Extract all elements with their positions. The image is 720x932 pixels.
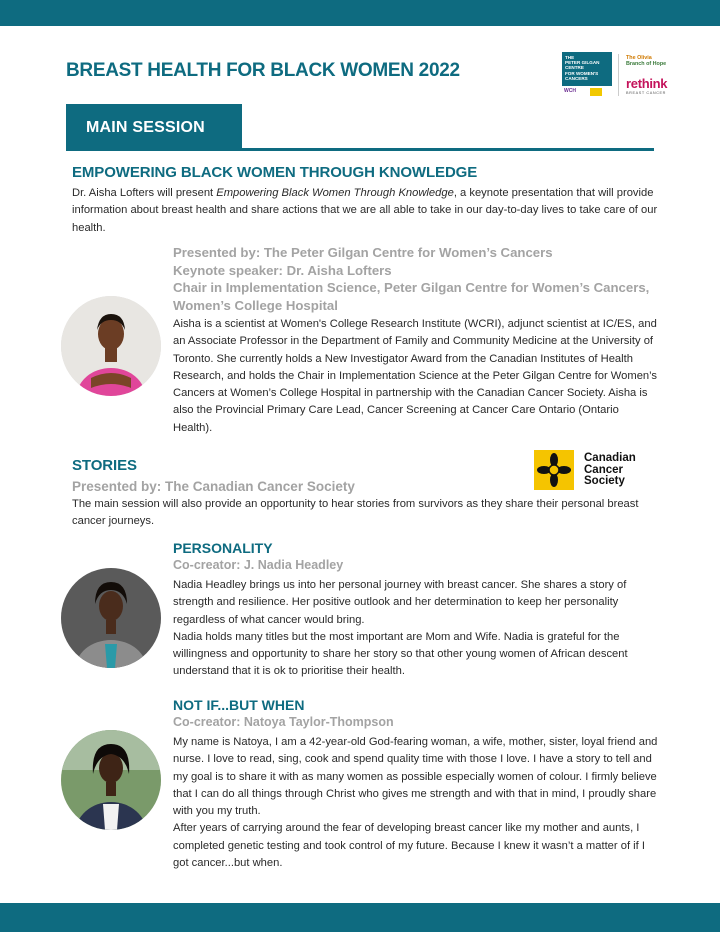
nadia-headley-photo xyxy=(61,568,161,668)
keynote-credits xyxy=(173,244,653,314)
rethink-logo: rethink xyxy=(626,76,668,91)
stories-heading: STORIES xyxy=(72,457,137,474)
natoya-taylor-thompson-photo xyxy=(61,730,161,830)
top-bar xyxy=(0,0,720,26)
stories-presented-by: Presented by: The Canadian Cancer Society xyxy=(72,479,355,494)
keynote-bio: Aisha is a scientist at Women's College Research Institute (WCRI), adjunct scientist at IC/ES, and an Associate Professor in the Department of Family and Community Medicine at the University of Toronto. She currently holds a New Investigator Award from the Canadian Institutes of Health Research, and holds the Chair in Implementation Science at the Peter Gilgan Centre for Women’s Cancers at Women’s College Hospital in partnership with the Canadian Cancer Society. Aisha is also the Provincial Primary Care Lead, Cancer Screening at Cancer Care Ontario (Ontario Health). xyxy=(173,318,658,434)
keynote-presented-by: Presented by: The Peter Gilgan Centre for Women’s Cancers xyxy=(173,245,553,260)
keynote-intro: Dr. Aisha Lofters will present Empowering Black Women Through Knowledge, a keynote presentation that will provide information about breast health and share actions that we are all able to take in our day-to-day lives to take care of our health. xyxy=(72,187,658,234)
keynote-speaker: Keynote speaker: Dr. Aisha Lofters xyxy=(173,262,392,278)
wch-logo: WCH xyxy=(564,88,576,94)
notif-p2: After years of carrying around the fear of developing breast cancer like my mother and aunts, I completed genetic testing and took control of my future. Because I knew it wasn’t a matter of if I got cancer...but when. xyxy=(173,822,645,870)
keynote-heading: EMPOWERING BLACK WOMEN THROUGH KNOWLEDGE xyxy=(72,164,478,181)
page-title: BREAST HEALTH FOR BLACK WOMEN 2022 xyxy=(66,60,460,81)
rethink-logo-sub: BREAST CANCER xyxy=(626,91,667,95)
keynote-chair: Chair in Implementation Science, Peter Gilgan Centre for Women’s Cancers, Women’s College Hospital xyxy=(173,280,650,313)
stories-intro: The main session will also provide an opportunity to hear stories from survivors as they share their personal breast cancer journeys. xyxy=(72,498,639,528)
notif-p1: My name is Natoya, I am a 42-year-old God-fearing woman, a wife, mother, sister, loyal friend and nurse. I love to read, sing, cook and spend quality time with those I love. I have a story to tell and my goal is to share it with as many women as possible especially women of colour. I firmly believe that I can do all things through Christ who gives me strength and with that in mind, I proudly share with you my truth. xyxy=(173,736,658,818)
canadian-cancer-society-logo xyxy=(534,450,646,492)
partner-mini-logo xyxy=(590,88,602,96)
section-divider xyxy=(66,148,654,151)
peter-gilgan-logo: THE PETER GILGAN CENTRE FOR WOMEN'S CANCERS xyxy=(562,52,612,86)
logo-divider xyxy=(618,54,619,96)
olivia-branch-logo: The Olivia Branch of Hope xyxy=(626,55,667,67)
aisha-lofters-photo xyxy=(61,296,161,396)
bottom-bar xyxy=(0,903,720,932)
notif-title: NOT IF...BUT WHEN xyxy=(173,697,305,713)
personality-p2: Nadia holds many titles but the most important are Mom and Wife. Nadia is grateful for the willingness and opportunity to share her story so that other young women of African descent understand that it is ok to prioritise their health. xyxy=(173,630,628,678)
daffodil-icon xyxy=(534,450,574,490)
personality-title: PERSONALITY xyxy=(173,540,273,556)
partner-logos xyxy=(562,52,672,100)
notif-body xyxy=(173,734,660,872)
notif-creator: Co-creator: Natoya Taylor-Thompson xyxy=(173,715,394,729)
personality-body xyxy=(173,577,659,681)
main-session-tab: MAIN SESSION xyxy=(66,104,242,151)
cancer-society-name: Canadian Cancer Society xyxy=(584,452,636,487)
personality-creator: Co-creator: J. Nadia Headley xyxy=(173,558,344,572)
personality-p1: Nadia Headley brings us into her personal journey with breast cancer. She shares a story of strength and resilience. Her positive outlook and her determination to keep her personality regardless of what cancer would bring. xyxy=(173,579,627,626)
